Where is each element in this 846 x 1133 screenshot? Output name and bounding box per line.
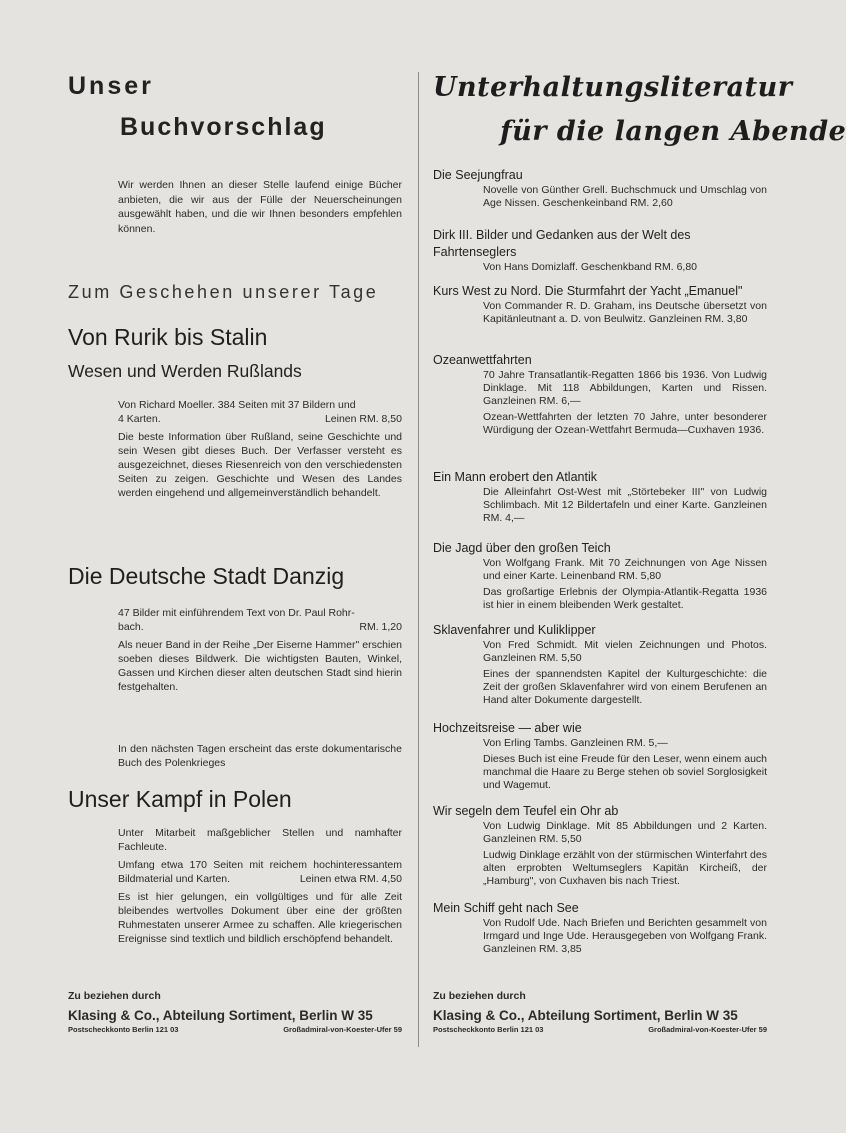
- book-item: [433, 900, 767, 956]
- book-item: [433, 167, 767, 210]
- footer-line1: Zu beziehen durch: [433, 990, 526, 1002]
- book-description: Die Alleinfahrt Ost-West mit „Störtebeker III" von Ludwig Schlimbach. Mit 12 Bildertafeln und einer Karte. Ganzleinen RM. 4,—: [483, 486, 767, 524]
- book-item: [433, 352, 767, 440]
- footer-left: [68, 990, 402, 1034]
- footer-konto: Postscheckkonto Berlin 121 03: [433, 1025, 544, 1034]
- book-description: [483, 557, 767, 612]
- title-unser: Unser: [68, 72, 154, 100]
- book-description-2: Dieses Buch ist eine Freude für den Leser, wenn einem auch manchmal die Haare zu Berge stehen ob soviel Sorglosigkeit und Wagemut.: [483, 753, 767, 791]
- book-description-2: Eines der spannendsten Kapitel der Kulturgeschichte: die Zeit der großen Sklavenfahrer wird von einem Berufenen an Hand alter Dokumente dargestellt.: [483, 668, 767, 706]
- danzig-details: [118, 606, 402, 698]
- book-title: Dirk III. Bilder und Gedanken aus der Welt des Fahrtenseglers: [433, 228, 691, 259]
- book-title: Kurs West zu Nord. Die Sturmfahrt der Yacht „Emanuel": [433, 284, 743, 298]
- book-description-2: Ludwig Dinklage erzählt von der stürmischen Winterfahrt des alten erprobten Weltumseglers Kapitän Kircheiß, der „Hamburg", von Cuxhaven bis nach Triest.: [483, 849, 767, 887]
- polen-text2: Umfang etwa 170 Seiten mit reichem hochinteressantem Bildmaterial und Karten. Leinen etwa RM. 4,50: [118, 859, 402, 885]
- book-description-1: Von Erling Tambs. Ganzleinen RM. 5,—: [483, 737, 668, 749]
- book-description-1: Von Wolfgang Frank. Mit 70 Zeichnungen von Age Nissen und einer Karte. Leinenband RM. 5,80: [483, 557, 767, 582]
- book-description: Novelle von Günther Grell. Buchschmuck und Umschlag von Age Nissen. Geschenkeinband RM. 2,60: [483, 184, 767, 209]
- polen-details: [118, 826, 402, 950]
- right-title-line2: für die langen Abende: [500, 116, 846, 147]
- danzig-title: Die Deutsche Stadt Danzig: [68, 563, 345, 589]
- footer-address: Großadmiral-von-Koester-Ufer 59: [283, 1025, 402, 1034]
- intro-text: Wir werden Ihnen an dieser Stelle laufend einige Bücher anbieten, die wir aus der Fülle der Neuerscheinungen ausgewählt haben, und die wir Ihnen besonders empfehlen können.: [118, 179, 402, 235]
- book-title: Die Jagd über den großen Teich: [433, 541, 611, 555]
- book-title: Ozeanwettfahrten: [433, 353, 532, 367]
- polen-text1: Unter Mitarbeit maßgeblicher Stellen und namhafter Fachleute.: [118, 827, 402, 853]
- book-description: Von Hans Domizlaff. Geschenkband RM. 6,80: [483, 261, 698, 273]
- polen-text3: Es ist hier gelungen, ein vollgültiges und für alle Zeit bleibendes wertvolles Dokument über eine der größten Ruhmestaten unserer Armee zu schaffen. Alle kriegerischen Ereignisse sind textlich und bildlich erschöpfend behandelt.: [118, 891, 402, 945]
- footer-right: [433, 990, 767, 1034]
- column-divider: [418, 72, 419, 1047]
- rurik-subtitle: Wesen und Werden Rußlands: [68, 361, 302, 381]
- rurik-details: [118, 398, 402, 504]
- danzig-price: RM. 1,20: [359, 621, 402, 633]
- rurik-line1: Von Richard Moeller. 384 Seiten mit 37 Bildern und: [118, 399, 356, 411]
- left-column: [68, 0, 403, 1133]
- book-item: [433, 227, 767, 274]
- book-title: Sklavenfahrer und Kuliklipper: [433, 623, 596, 637]
- danzig-line1: 47 Bilder mit einführendem Text von Dr. Paul Rohr-: [118, 607, 355, 619]
- footer-contact: [68, 1025, 402, 1034]
- book-description-1: 70 Jahre Transatlantik-Regatten 1866 bis 1936. Von Ludwig Dinklage. Mit 118 Abbildungen, Karten und Rissen. Ganzleinen RM. 6,—: [483, 369, 767, 407]
- book-title: Ein Mann erobert den Atlantik: [433, 470, 597, 484]
- footer-publisher: Klasing & Co., Abteilung Sortiment, Berlin W 35: [433, 1008, 738, 1023]
- book-item: [433, 720, 767, 795]
- book-item: [433, 803, 767, 891]
- danzig-price-row: [118, 620, 402, 634]
- rurik-price-row: [118, 412, 402, 426]
- book-title: Wir segeln dem Teufel ein Ohr ab: [433, 804, 619, 818]
- danzig-description: Als neuer Band in der Reihe „Der Eiserne Hammer" erschien soeben dieses Bildwerk. Die wichtigsten Bauten, Winkel, Gassen und Kirchen dieser alten deutschen Stadt sind hierin festgehalten.: [118, 639, 402, 693]
- book-description: Von Rudolf Ude. Nach Briefen und Berichten gesammelt von Irmgard und Inge Ude. Herausgegeben von Wolfgang Frank. Ganzleinen RM. 3,85: [483, 917, 767, 955]
- book-description: Von Commander R. D. Graham, ins Deutsche übersetzt von Kapitänleutnant a. D. von Beulwitz. Ganzleinen RM. 3,80: [483, 300, 767, 325]
- rurik-price: Leinen RM. 8,50: [324, 413, 402, 425]
- danzig-line2a: bach.: [118, 621, 144, 633]
- book-description: [483, 639, 767, 707]
- book-description-2: Ozean-Wettfahrten der letzten 70 Jahre, unter besonderer Würdigung der Ozean-Wettfahrt Bermuda—Cuxhaven 1936.: [483, 411, 767, 436]
- right-column: [433, 0, 846, 1133]
- book-description: [483, 820, 767, 888]
- book-title: Mein Schiff geht nach See: [433, 901, 579, 915]
- footer-contact: [433, 1025, 767, 1034]
- rurik-description: Die beste Information über Rußland, seine Geschichte und sein Wesen gibt dieses Buch. Der Verfasser versteht es ausgezeichnet, dieses Riesenreich von den verschiedensten Seiten zu zeigen. Geschichte und Wesen des Landes werden eingehend und allgemeinverständlich behandelt.: [118, 431, 402, 499]
- footer-line1: Zu beziehen durch: [68, 990, 161, 1002]
- book-title: Hochzeitsreise — aber wie: [433, 721, 582, 735]
- rurik-line2a: 4 Karten.: [118, 413, 161, 425]
- rurik-title: Von Rurik bis Stalin: [68, 324, 268, 350]
- book-item: [433, 469, 767, 525]
- book-description: [483, 737, 767, 792]
- section-heading: Zum Geschehen unserer Tage: [68, 282, 379, 302]
- book-description-2: Das großartige Erlebnis der Olympia-Atlantik-Regatta 1936 ist hier in einem bleibenden Werk gestaltet.: [483, 586, 767, 611]
- polen-note: In den nächsten Tagen erscheint das erste dokumentarische Buch des Polenkrieges: [118, 743, 402, 769]
- book-description-1: Von Ludwig Dinklage. Mit 85 Abbildungen und 2 Karten. Ganzleinen RM. 5,50: [483, 820, 767, 845]
- footer-address: Großadmiral-von-Koester-Ufer 59: [648, 1025, 767, 1034]
- footer-publisher: Klasing & Co., Abteilung Sortiment, Berlin W 35: [68, 1008, 373, 1023]
- book-item: [433, 283, 767, 326]
- polen-title: Unser Kampf in Polen: [68, 786, 292, 812]
- title-buchvorschlag: Buchvorschlag: [120, 113, 327, 141]
- book-item: [433, 540, 767, 615]
- right-title-line1: Unterhaltungsliteratur: [433, 72, 793, 103]
- footer-konto: Postscheckkonto Berlin 121 03: [68, 1025, 179, 1034]
- book-title: Die Seejungfrau: [433, 168, 523, 182]
- book-description: [483, 369, 767, 437]
- book-item: [433, 622, 767, 710]
- book-description-1: Von Fred Schmidt. Mit vielen Zeichnungen und Photos. Ganzleinen RM. 5,50: [483, 639, 767, 664]
